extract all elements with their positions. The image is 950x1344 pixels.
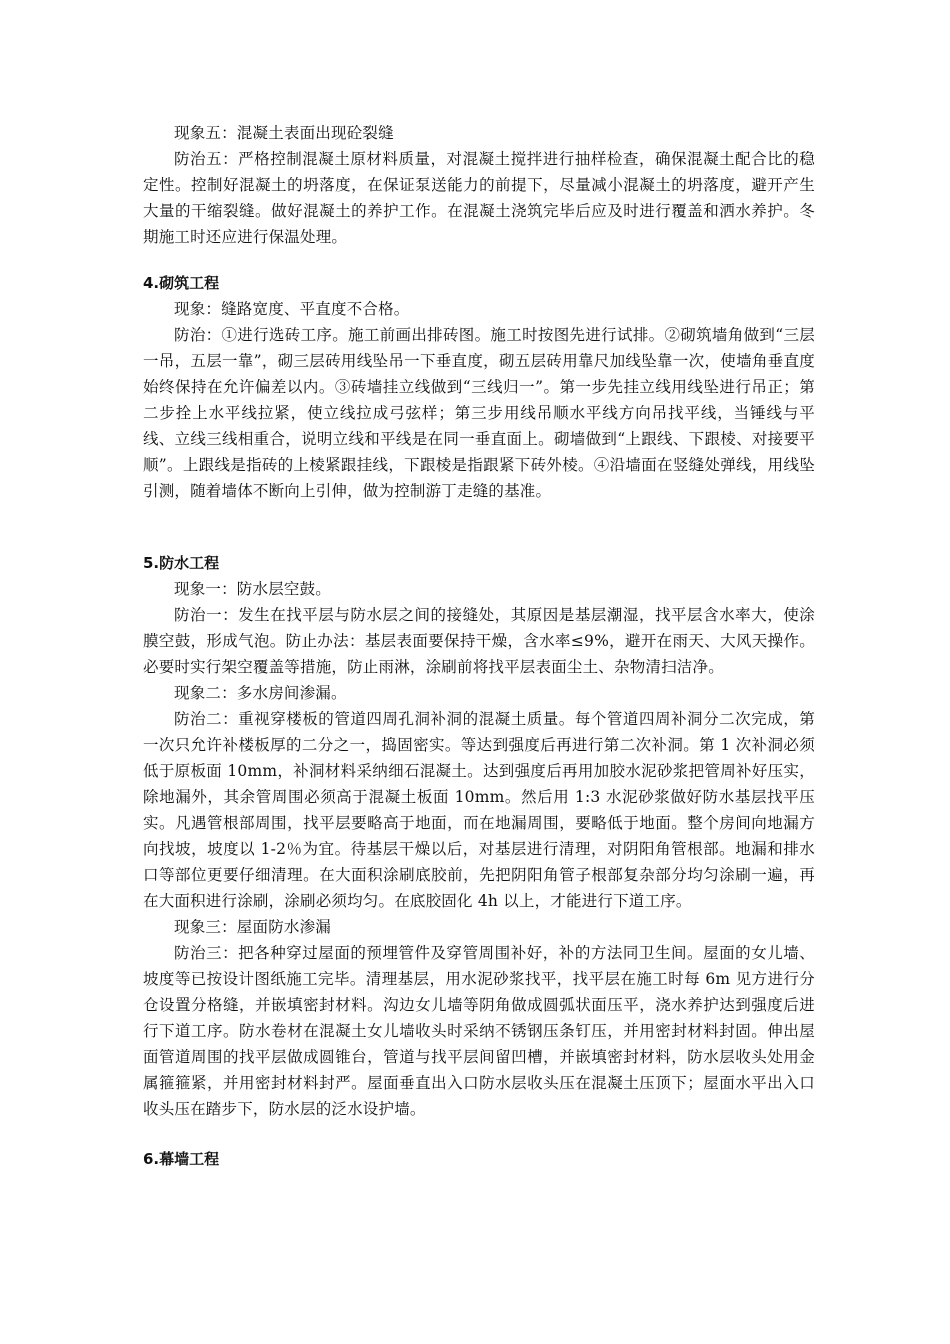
- spacer: [143, 1122, 815, 1146]
- heading-waterproofing: 5.防水工程: [143, 554, 220, 572]
- phenomenon-5: 现象五：混凝土表面出现砼裂缝: [174, 124, 394, 142]
- masonry-treatment: 防治：①进行选砖工序。施工前画出排砖图。施工时按图先进行试排。②砌筑墙角做到“三层一吊，五层一靠”，砌三层砖用线坠吊一下垂直度，砌五层砖用靠尺加线坠靠一次，使墙角垂直度始终保持在允许偏差以内。③砖墙挂立线做到“三线归一”。第一步先挂立线用线坠进行吊正；第二步拴上水平线拉紧，使立线拉成弓弦样；第三步用线吊顺水平线方向吊找平线，当锤线与平线、立线三线相重合，说明立线和平线是在同一垂直面上。砌墙做到“上跟线、下跟棱、对接要平顺”。上跟线是指砖的上棱紧跟挂线，下跟棱是指跟紧下砖外棱。④沿墙面在竖缝处弹线，用线坠引测，随着墙体不断向上引伸，做为控制游丁走缝的基准。: [143, 326, 815, 500]
- masonry-phenomenon: 现象：缝路宽度、平直度不合格。: [174, 300, 410, 318]
- waterproof-treatment-2: 防治二：重视穿楼板的管道四周孔洞补洞的混凝土质量。每个管道四周补洞分二次完成，第一次只允许补楼板厚的二分之一，捣固密实。等达到强度后再进行第二次补洞。第 1 次补洞必须低于原板面 10mm，补洞材料采纳细石混凝土。达到强度后再用加胶水泥砂浆把管周补好压实，除地漏外，其余管周围必须高于混凝土板面 10mm。然后用 1:3 水泥砂浆做好防水基层找平压实。凡遇管根部周围，找平层要略高于地面，而在地漏周围，要略低于地面。整个房间向地漏方向找坡，坡度以 1-2％为宜。待基层干燥以后，对基层进行清理，对阴阳角管根部。地漏和排水口等部位更要仔细清理。在大面积涂刷底胶前，先把阴阳角管子根部复杂部分均匀涂刷一遍，再在大面积进行涂刷，涂刷必须均匀。在底胶固化 4h 以上，才能进行下道工序。: [143, 710, 815, 910]
- waterproof-phenomenon-2: 现象二：多水房间渗漏。: [174, 684, 347, 702]
- document-page: [143, 120, 815, 1172]
- waterproof-phenomenon-1: 现象一：防水层空鼓。: [174, 580, 332, 598]
- heading-curtain-wall: 6.幕墙工程: [143, 1150, 220, 1168]
- heading-masonry: 4.砌筑工程: [143, 274, 220, 292]
- spacer: [143, 504, 815, 550]
- spacer: [143, 250, 815, 270]
- waterproof-treatment-3: 防治三：把各种穿过屋面的预埋管件及穿管周围补好，补的方法同卫生间。屋面的女儿墙、坡度等已按设计图纸施工完毕。清理基层，用水泥砂浆找平，找平层在施工时每 6m 见方进行分仓设置分格缝，并嵌填密封材料。沟边女儿墙等阴角做成圆弧状面压平，浇水养护达到强度后进行下道工序。防水卷材在混凝土女儿墙收头时采纳不锈钢压条钉压，并用密封材料封固。伸出屋面管道周围的找平层做成圆锥台，管道与找平层间留凹槽，并嵌填密封材料，防水层收头处用金属箍箍紧，并用密封材料封严。屋面垂直出入口防水层收头压在混凝土压顶下；屋面水平出入口收头压在踏步下，防水层的泛水设护墙。: [143, 944, 815, 1118]
- waterproof-phenomenon-3: 现象三：屋面防水渗漏: [174, 918, 332, 936]
- waterproof-treatment-1: 防治一：发生在找平层与防水层之间的接缝处，其原因是基层潮湿，找平层含水率大，使涂膜空鼓，形成气泡。防止办法：基层表面要保持干燥，含水率≤9%，避开在雨天、大风天操作。必要时实行架空覆盖等措施，防止雨淋，涂刷前将找平层表面尘土、杂物清扫洁净。: [143, 606, 815, 676]
- treatment-5: 防治五：严格控制混凝土原材料质量，对混凝土搅拌进行抽样检查，确保混凝土配合比的稳定性。控制好混凝土的坍落度，在保证泵送能力的前提下，尽量减小混凝土的坍落度，避开产生大量的干缩裂缝。做好混凝土的养护工作。在混凝土浇筑完毕后应及时进行覆盖和洒水养护。冬期施工时还应进行保温处理。: [143, 150, 815, 246]
